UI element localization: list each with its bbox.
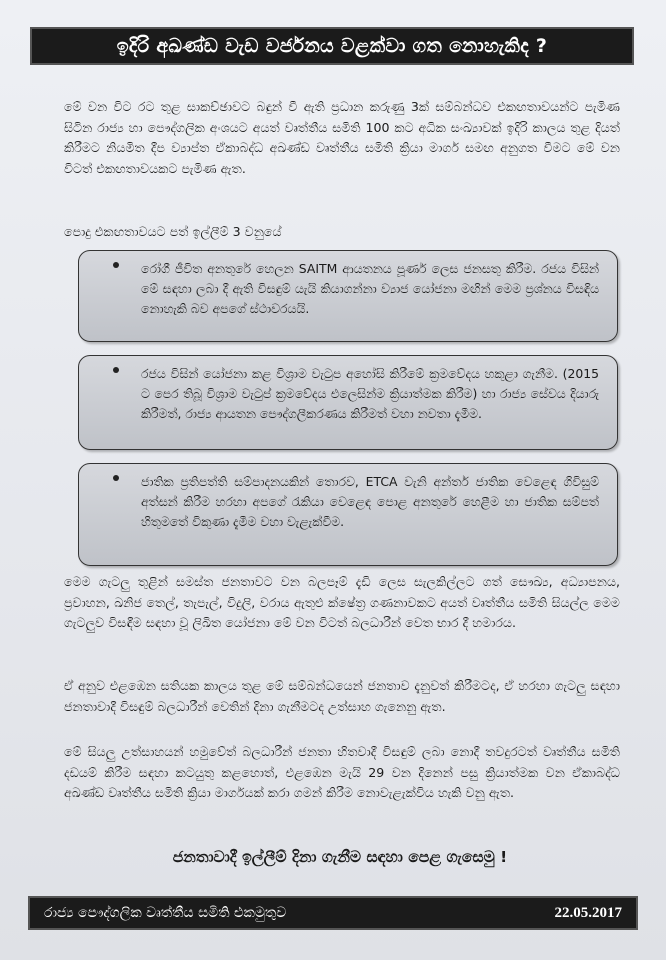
- paragraph-3: ඒ අනුව එළඹෙන සතියක කාලය තුළ මේ සම්බන්ධයෙන් ජනතාව දැනුවත් කිරීමටද, ඒ හරහා ගැටලු සඳහා ජනතාවාදී විසඳුම් බලධාරීන් වෙතින් දිනා ගැනීමටද උත්සාහ ගැනෙනු ඇත.: [64, 678, 620, 714]
- demands-heading: පොදු එකඟතාවයට පත් ඉල්ලීම් 3 වනුයේ: [64, 224, 282, 239]
- demand-text: ජාතික ප්‍රතිපත්ති සම්පාදනයකින් තොරව, ETCA වැනි අන්තර් ජාතික වෙළෙඳ ගිවිසුම් අත්සන් කිරීම හරහා අපගේ රැකියා වෙළෙඳ පොළ අනතුරේ හෙළීම හා ජාතික සම්පත් හිතුමතේ විකුණා දැමීම වහා වැළැක්වීම.: [141, 474, 599, 529]
- issue-date: 22.05.2017: [554, 904, 622, 921]
- paragraph-4: මේ සියලු උත්සාහයන් හමුවේත් බලධාරීන් ජනතා හිතවාදී විසඳුම් ලබා නොදී තවදුරටත් වෘත්තීය සමිති දඩයම් කිරීම සඳහා කටයුතු කළහොත්, එළඹෙන මැයි 29 වන දිනෙන් පසු ක්‍රියාත්මක වන ඒකාබද්ධ අඛණ්ඩ වෘත්තීය සමිති ක්‍රියා මාර්ගයක් කරා ගමන් කිරීම නොවැළැක්විය හැකි වනු ඇත.: [64, 744, 620, 800]
- demand-text: රජය විසින් යෝජනා කළ විශ්‍රාම වැටුප අහෝසි කිරීමේ ක්‍රමවේදය හකුළා ගැනීම. (2015 ට පෙර තිබූ විශ්‍රාම වැටුප් ක්‍රමවේදය එලෙසින්ම ක්‍රියාත්මක කිරීම) හා රාජ්‍ය සේවය දියාරු කිරීමත්, රාජ්‍ය ආයතන පෞද්ගලීකරණය කිරීමත් වහා නවතා දැමීම.: [141, 366, 599, 421]
- bullet-icon: [113, 262, 119, 268]
- demand-box-2: [78, 355, 618, 450]
- paragraph-2: මෙම ගැටලු තුළින් සමස්ත ජනතාවට වන බලපෑම් දැඩි ලෙස සැලකිල්ලට ගත් සෞඛ්‍ය, අධ්‍යාපනය, ප්‍රවාහන, ඛනිජ තෙල්, තැපැල්, විදුලි, වරාය ඇතුළු ක්ෂේත්‍ර ගණනාවකට අයත් වෘත්තීය සමිති සියල්ල මෙම ගැටලුව විසඳීම සඳහා වූ ලිඛිත යෝජනා මේ වන විටත් බලධාරීන් වෙත භාර දී හමාරය.: [64, 574, 621, 630]
- intro-paragraph: මේ වන විට රට තුළ සාකච්ඡාවට බඳුන් වී ඇති ප්‍රධාන කරුණු 3ක් සම්බන්ධව එකඟතාවයන්ට පැමිණ සිටින රාජ්‍ය හා පෞද්ගලික අංශයට අයත් වෘත්තීය සමිති 100 කට අධික සංඛ්‍යාවක් ඉදිරි කාලය තුළ දියත් කිරීමට නියමිත දීප ව්‍යාප්ත ඒකාබද්ධ අඛණ්ඩ වෘත්තීය සමිති ක්‍රියා මාර්ග සමඟ අනුගත වීමට මේ වන විටත් එකඟතාවයකට පැමිණ ඇත.: [64, 99, 620, 176]
- bullet-icon: [113, 475, 119, 481]
- leaflet-footer: [28, 896, 638, 930]
- organization-name: රාජ්‍ය පෞද්ගලික වෘත්තීය සමිති එකමුතුව: [44, 905, 287, 921]
- bullet-icon: [113, 367, 119, 373]
- leaflet-title: ඉදිරි අඛණ්ඩ වැඩ වර්ජනය වළක්වා ගත නොහැකිද ?: [116, 35, 548, 57]
- call-to-action: ජනතාවාදී ඉල්ලීම් දිනා ගැනීම සඳහා පෙළ ගැසෙමු !: [172, 848, 508, 866]
- demand-box-1: [78, 250, 618, 342]
- demand-box-3: [78, 463, 618, 566]
- demand-text: රෝගී ජීවිත අනතුරේ හෙලන SAITM ආයතනය පූර්ණ ලෙස ජනසතු කිරීම. රජය විසින් මේ සඳහා ලබා දී ඇති විසඳුම් යැයි කියාගන්නා ව්‍යාජ යෝජනා මඟින් මෙම ප්‍රශ්නය විසඳිය නොහැකි බව අපගේ ස්ථාවරයයි.: [141, 261, 599, 316]
- leaflet-title-bar: [30, 27, 634, 65]
